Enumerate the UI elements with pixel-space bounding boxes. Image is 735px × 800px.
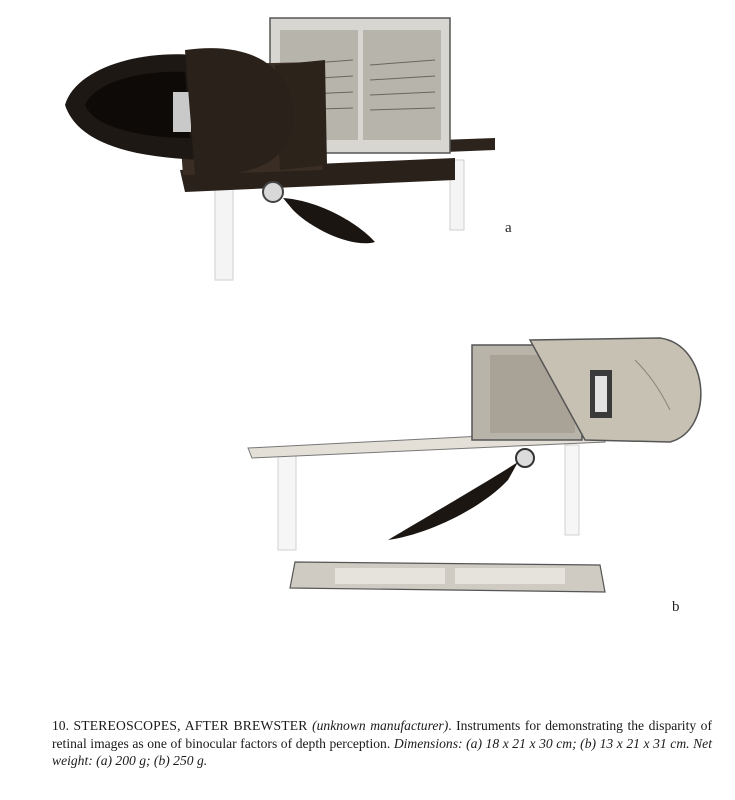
handle <box>388 462 518 540</box>
plate-label-a: a <box>505 220 512 236</box>
caption-dimensions-label: Dimensions: <box>393 735 463 751</box>
figure-caption <box>52 717 712 770</box>
leg-front <box>278 455 296 550</box>
caption-dimensions: (a) 18 x 21 x 30 cm; (b) 13 x 21 x 31 cm. Net weight: (a) 200 g; (b) 250 g. <box>52 735 712 768</box>
stereoscope-a-drawing <box>55 10 505 285</box>
card-image-right <box>363 30 441 140</box>
lens-glass <box>595 376 607 412</box>
caption-number: 10. <box>52 718 69 733</box>
caption-maker: (unknown manufacturer) <box>312 718 449 733</box>
stereoscope-b-drawing <box>240 330 720 600</box>
card-image-right <box>455 568 565 584</box>
stereoscope-b-photo <box>240 330 720 600</box>
handle <box>283 198 375 243</box>
caption-title: STEREOSCOPES, AFTER BREWSTER <box>73 718 308 733</box>
focus-knob <box>516 449 534 467</box>
caption-description: . Instruments for demonstrating the disparity of retinal images as one of binocular factors of depth perception. <box>52 718 712 751</box>
lens-window <box>173 92 191 132</box>
focus-knob <box>263 182 283 202</box>
leg-front <box>215 175 233 280</box>
plate-label-b: b <box>672 599 680 615</box>
stereoscope-a-photo <box>55 10 505 285</box>
leg-back <box>565 445 579 535</box>
card-image-left <box>335 568 445 584</box>
